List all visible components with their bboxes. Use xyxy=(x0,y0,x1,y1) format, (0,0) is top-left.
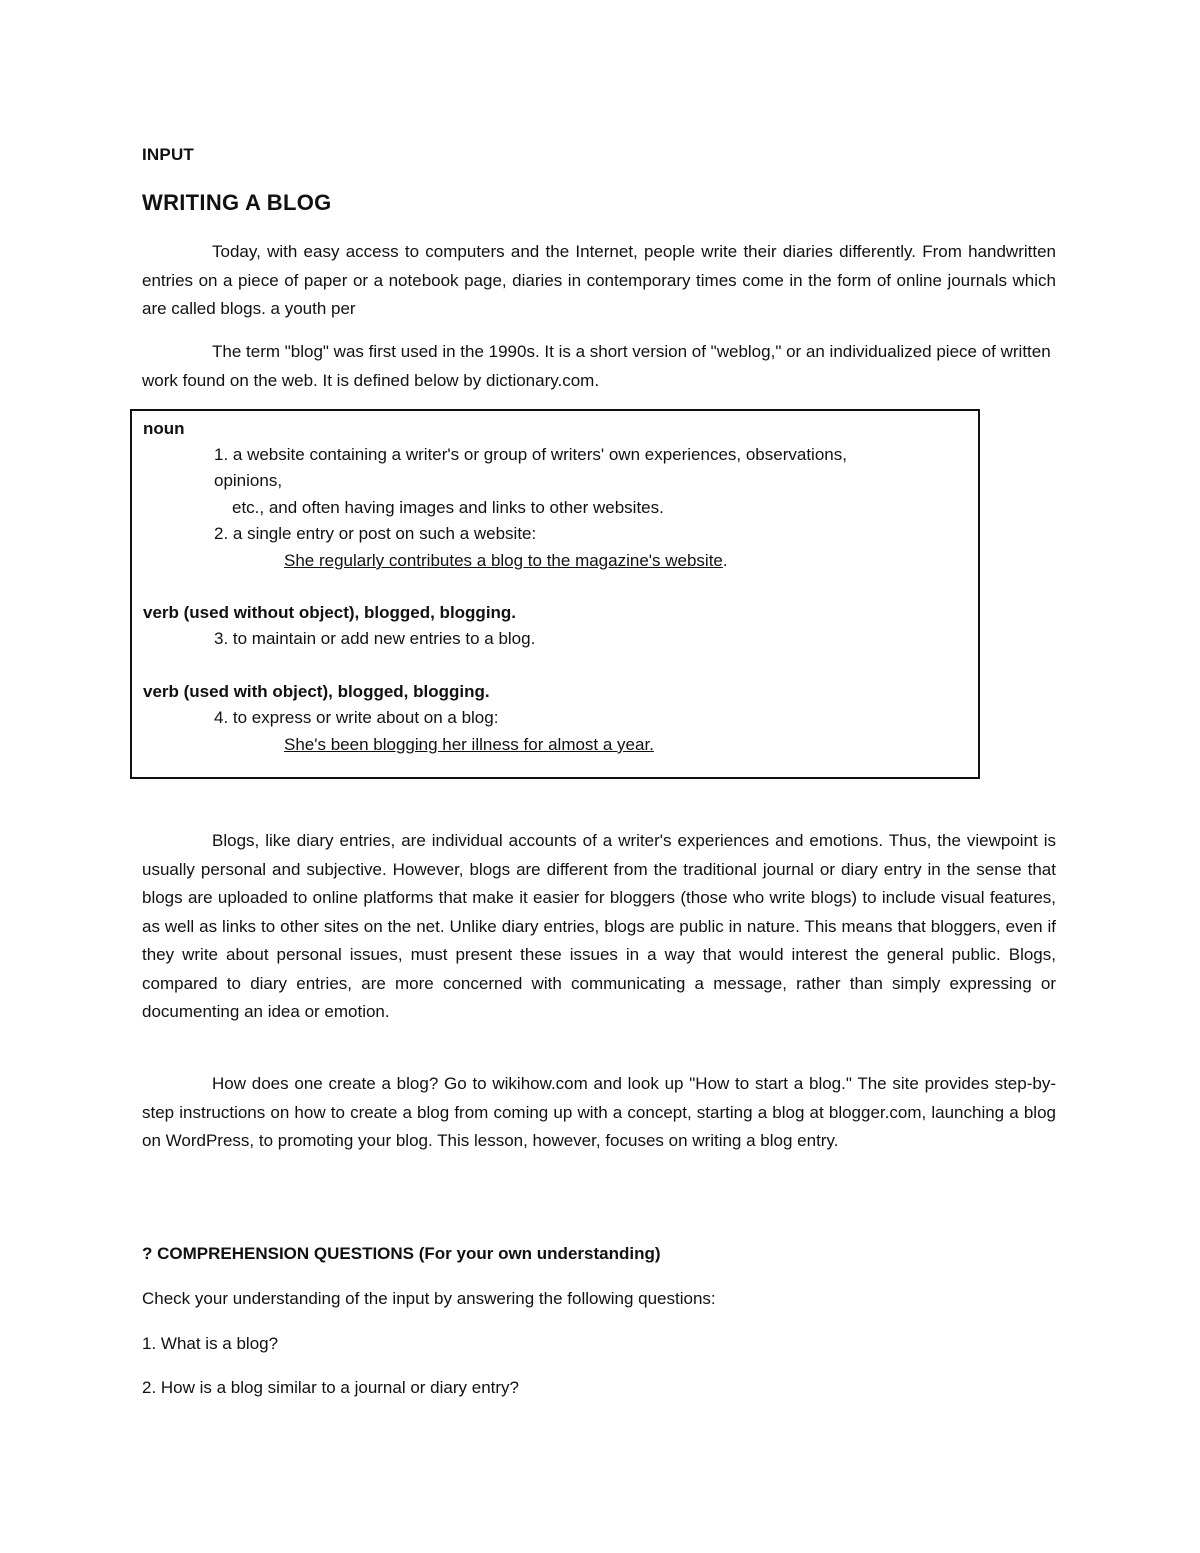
section-label: INPUT xyxy=(142,145,194,164)
example-1-text: She regularly contributes a blog to the magazine's website xyxy=(284,551,723,570)
create-blog-paragraph: How does one create a blog? Go to wikihow.com and look up "How to start a blog." The site provides step-by-step instructions on how to create a blog from coming up with a concept, starting a blog at blogger.com, launching a blog on WordPress, to promoting your blog. This lesson, however, focuses on writing a blog entry. xyxy=(142,1074,1056,1150)
definition-1: 1. a website containing a writer's or group of writers' own experiences, observations, xyxy=(214,445,847,464)
example-2-text: She's been blogging her illness for almost a year. xyxy=(284,735,654,754)
intro-paragraph: Today, with easy access to computers and the Internet, people write their diaries differently. From handwritten entries on a piece of paper or a notebook page, diaries in contemporary times come in the form of online journals which are called blogs. a youth per xyxy=(142,242,1056,318)
questions-heading: ? COMPREHENSION QUESTIONS (For your own understanding) xyxy=(142,1244,661,1263)
definition-1-cont2: etc., and often having images and links to other websites. xyxy=(232,498,664,517)
definition-1-cont: opinions, xyxy=(214,471,283,490)
example-1 xyxy=(284,548,728,574)
questions-instruction: Check your understanding of the input by answering the following questions: xyxy=(142,1289,716,1308)
definition-box xyxy=(130,409,980,779)
definition-4: 4. to express or write about on a blog: xyxy=(214,708,499,727)
verb-transitive-label: verb (used with object), blogged, blogging. xyxy=(143,682,490,701)
definition-3: 3. to maintain or add new entries to a blog. xyxy=(214,629,536,648)
definition-2: 2. a single entry or post on such a website: xyxy=(214,524,537,543)
term-paragraph: The term "blog" was first used in the 1990s. It is a short version of "weblog," or an individualized piece of written work found on the web. It is defined below by dictionary.com. xyxy=(142,342,1051,390)
noun-label: noun xyxy=(143,419,185,438)
example-2 xyxy=(284,732,654,758)
question-1: 1. What is a blog? xyxy=(142,1334,279,1353)
question-2: 2. How is a blog similar to a journal or diary entry? xyxy=(142,1378,519,1397)
example-1-period: . xyxy=(722,551,728,570)
verb-intransitive-label: verb (used without object), blogged, blogging. xyxy=(143,603,517,622)
blogs-paragraph: Blogs, like diary entries, are individual accounts of a writer's experiences and emotions. Thus, the viewpoint is usually personal and subjective. However, blogs are different from the traditional journal or diary entry in the sense that blogs are uploaded to online platforms that make it easier for bloggers (those who write blogs) to include visual features, as well as links to other sites on the net. Unlike diary entries, blogs are public in nature. This means that bloggers, even if they write about personal issues, must present these issues in a way that would interest the general public. Blogs, compared to diary entries, are more concerned with communicating a message, rather than simply expressing or documenting an idea or emotion. xyxy=(142,831,1056,1021)
page-title: WRITING A BLOG xyxy=(142,190,332,215)
